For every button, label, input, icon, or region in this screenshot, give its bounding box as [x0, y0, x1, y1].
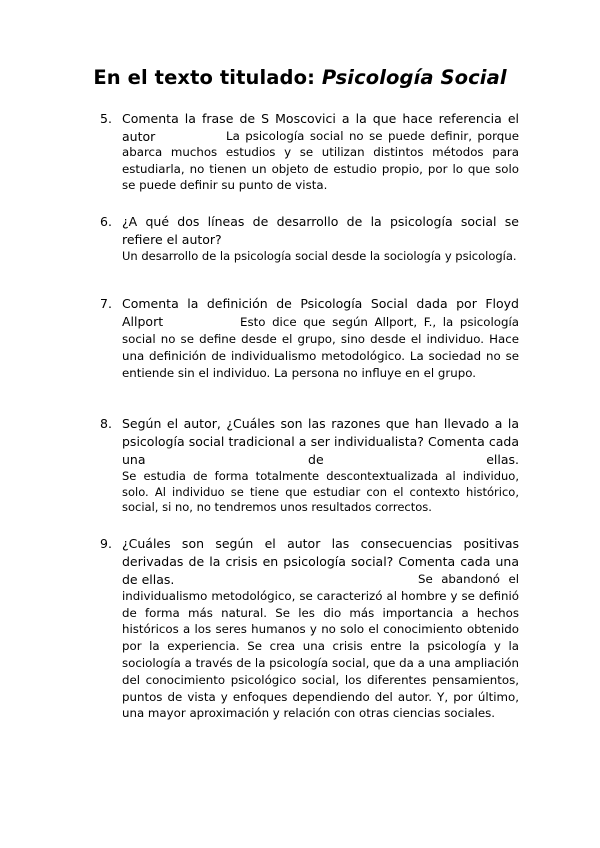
question-item: [100, 295, 519, 382]
question-text: Según el autor, ¿Cuáles son las razones que han llevado a la psicología social tradicional a ser individualista? Comenta cada una de ellas.: [122, 416, 519, 467]
question-item: [100, 110, 519, 193]
title-italic-text: Psicología Social: [321, 66, 507, 89]
answer-text: Esto dice que según Allport, F., la psicología social no se define desde el grupo, sino desde el individuo. Hace una definición de individualismo metodológico. La sociedad no se entiende sin el individuo. La persona no influye en el grupo.: [122, 315, 519, 380]
question-item: [100, 535, 519, 722]
question-text: Comenta la definición de Psicología Social dada por Floyd Allport: [122, 296, 519, 329]
answer-text: La psicología social no se puede definir, porque abarca muchos estudios y se utilizan distintos métodos para estudiarla, no tienen un objeto de estudio propio, por lo que solo se puede definir su punto de vista.: [122, 129, 519, 192]
document-title: [0, 66, 600, 89]
question-item: [100, 415, 519, 516]
question-text: Comenta la frase de S Moscovici a la que hace referencia el autor: [122, 111, 519, 144]
question-text: ¿Cuáles son según el autor las consecuencias positivas derivadas de la crisis en psicología social? Comenta cada una de ellas.: [122, 536, 519, 587]
question-text: ¿A qué dos líneas de desarrollo de la psicología social se refiere el autor?: [122, 214, 519, 247]
question-number: 7.: [100, 296, 112, 311]
question-number: 9.: [100, 536, 112, 551]
answer-text: Un desarrollo de la psicología social desde la sociología y psicología.: [122, 249, 517, 263]
question-number: 6.: [100, 214, 112, 229]
question-number: 5.: [100, 111, 112, 126]
title-text: En el texto titulado:: [93, 66, 322, 89]
question-number: 8.: [100, 416, 112, 431]
question-item: [100, 213, 519, 265]
answer-text: Se estudia de forma totalmente descontextualizada al individuo, solo. Al individuo se tiene que estudiar con el contexto histórico, social, si no, no tendremos unos resultados correctos.: [122, 469, 519, 515]
answer-text: Se abandonó el individualismo metodológico, se caracterizó al hombre y se definió de forma más natural. Se les dio más importancia a hechos históricos a los seres humanos y no solo el conocimiento obtenido por la experiencia. Se crea una crisis entre la psicología y la sociología a través de la psicología social, que da a una ampliación del conocimiento psicológico social, los diferentes pensamientos, puntos de vista y enfoques dependiendo del autor. Y, por último, una mayor aproximación y relación con otras ciencias sociales.: [122, 572, 519, 721]
